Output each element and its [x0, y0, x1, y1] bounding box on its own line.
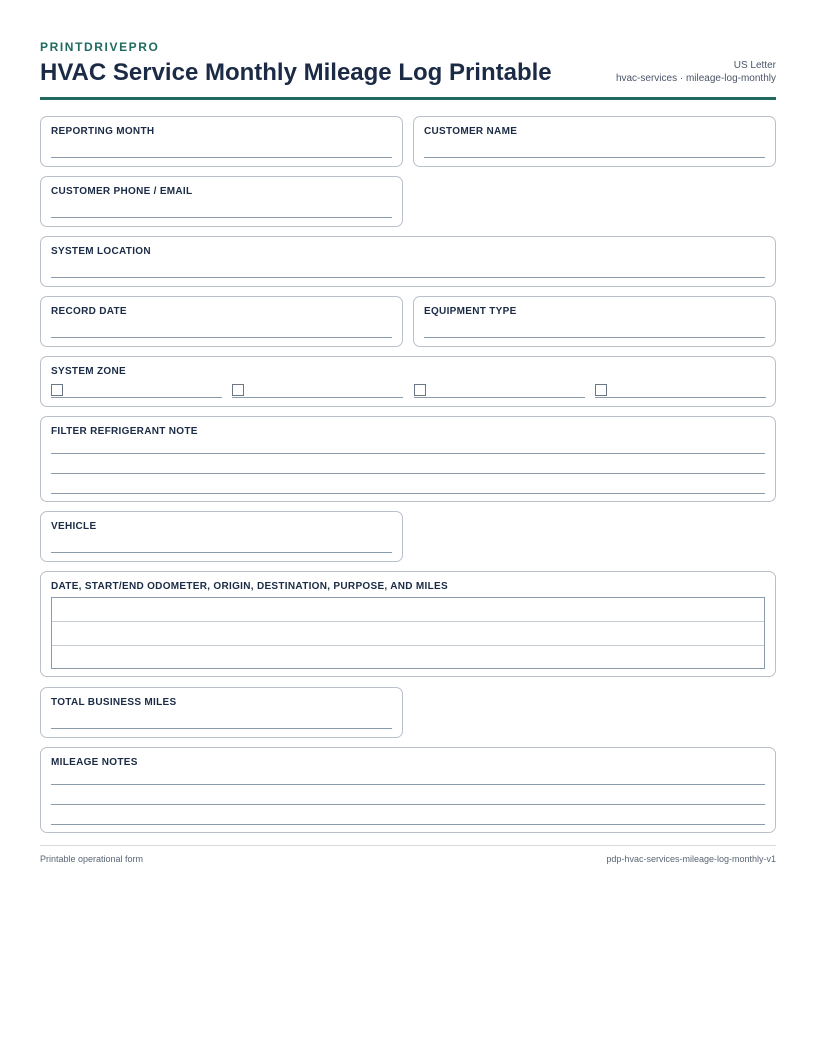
system-zone-option-2[interactable] [232, 384, 403, 398]
customer-name-label: CUSTOMER NAME [424, 126, 518, 137]
record-date-input-line[interactable] [51, 337, 392, 338]
reporting-month-field[interactable] [40, 116, 403, 167]
form-header [40, 40, 776, 100]
equipment-type-input-line[interactable] [424, 337, 765, 338]
customer-contact-input-line[interactable] [51, 217, 392, 218]
system-location-label: SYSTEM LOCATION [51, 246, 151, 257]
header-meta [616, 59, 776, 85]
filter-refrigerant-note-field[interactable] [40, 416, 776, 502]
system-zone-label: SYSTEM ZONE [51, 366, 126, 377]
system-location-input-line[interactable] [51, 277, 765, 278]
option-write-in-line[interactable] [595, 397, 766, 398]
notes-line-3[interactable] [51, 824, 765, 825]
option-write-in-line[interactable] [51, 397, 222, 398]
notes-line-1[interactable] [51, 784, 765, 785]
table-row-divider [52, 621, 764, 622]
vehicle-input-line[interactable] [51, 552, 392, 553]
paper-size-label: US Letter [733, 60, 776, 71]
table-row-divider [52, 645, 764, 646]
form-footer [40, 845, 776, 864]
reporting-month-input-line[interactable] [51, 157, 392, 158]
trip-log-field [40, 571, 776, 677]
mileage-notes-field[interactable] [40, 747, 776, 833]
system-zone-option-1[interactable] [51, 384, 222, 398]
customer-name-input-line[interactable] [424, 157, 765, 158]
brand-logo-text: PRINTDRIVEPRO [40, 40, 160, 54]
record-date-label: RECORD DATE [51, 306, 127, 317]
total-business-miles-field[interactable] [40, 687, 403, 738]
note-line-3[interactable] [51, 493, 765, 494]
note-line-1[interactable] [51, 453, 765, 454]
trip-log-label: DATE, START/END ODOMETER, ORIGIN, DESTINATION, PURPOSE, AND MILES [51, 581, 448, 592]
form-slug: hvac-services · mileage-log-monthly [615, 73, 776, 84]
footer-left-text: Printable operational form [40, 854, 144, 864]
filter-refrigerant-note-label: FILTER REFRIGERANT NOTE [51, 426, 198, 437]
customer-contact-field[interactable] [40, 176, 403, 227]
vehicle-label: VEHICLE [51, 521, 97, 532]
option-write-in-line[interactable] [414, 397, 585, 398]
system-zone-option-3[interactable] [414, 384, 585, 398]
mileage-notes-label: MILEAGE NOTES [51, 757, 138, 768]
record-date-field[interactable] [40, 296, 403, 347]
checkbox-icon[interactable] [232, 384, 244, 396]
reporting-month-label: REPORTING MONTH [51, 126, 155, 137]
system-zone-field [40, 356, 776, 407]
equipment-type-field[interactable] [413, 296, 776, 347]
equipment-type-label: EQUIPMENT TYPE [424, 306, 517, 317]
notes-line-2[interactable] [51, 804, 765, 805]
footer-form-id: pdp-hvac-services-mileage-log-monthly-v1 [606, 854, 776, 864]
customer-contact-label: CUSTOMER PHONE / EMAIL [51, 186, 193, 197]
checkbox-icon[interactable] [51, 384, 63, 396]
note-line-2[interactable] [51, 473, 765, 474]
system-location-field[interactable] [40, 236, 776, 287]
checkbox-icon[interactable] [414, 384, 426, 396]
option-write-in-line[interactable] [232, 397, 403, 398]
system-zone-option-4[interactable] [595, 384, 766, 398]
total-business-miles-label: TOTAL BUSINESS MILES [51, 697, 177, 708]
customer-name-field[interactable] [413, 116, 776, 167]
total-business-miles-input-line[interactable] [51, 728, 392, 729]
page-title: HVAC Service Monthly Mileage Log Printable [40, 59, 552, 86]
trip-log-table[interactable] [51, 597, 765, 669]
checkbox-icon[interactable] [595, 384, 607, 396]
vehicle-field[interactable] [40, 511, 403, 562]
